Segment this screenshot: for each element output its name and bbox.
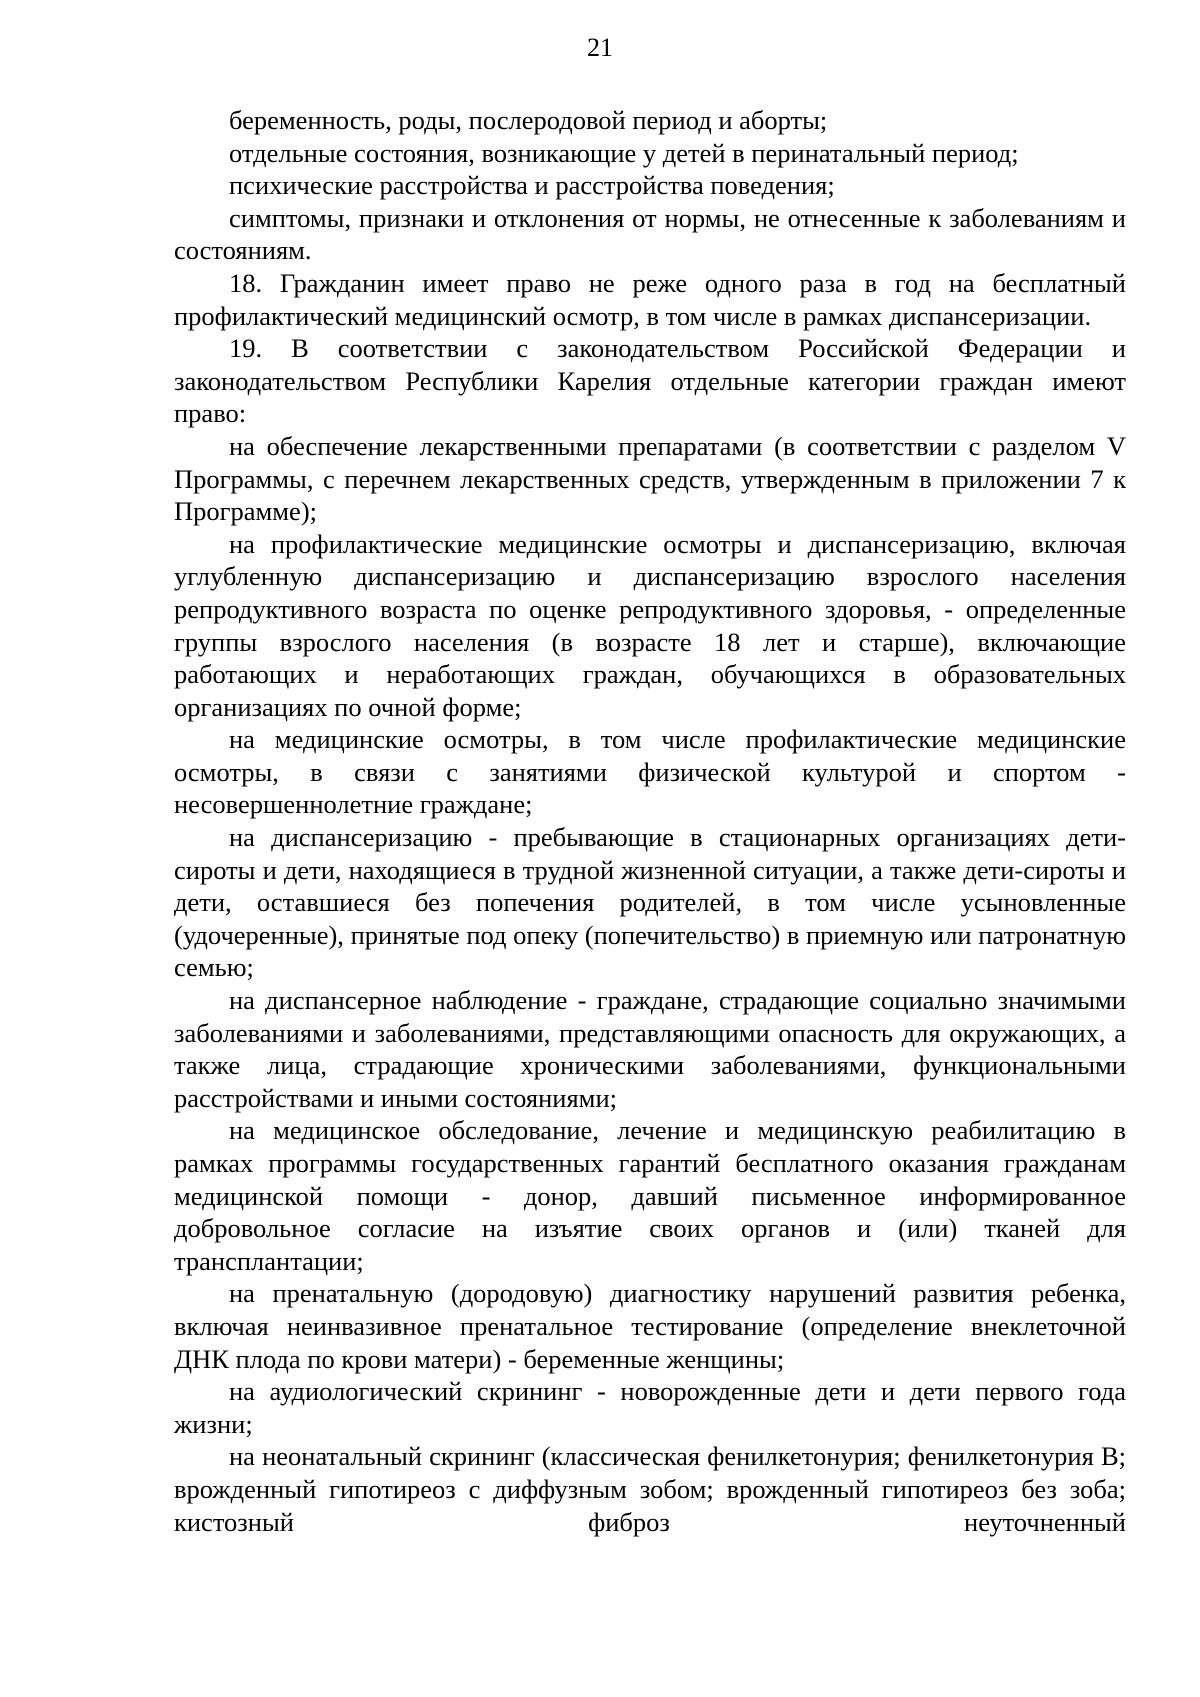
paragraph: на аудиологический скрининг - новорожденные дети и дети первого года жизни;: [174, 1376, 1126, 1439]
paragraph: отдельные состояния, возникающие у детей в перинатальный период;: [229, 137, 1019, 168]
document-body: [174, 104, 1126, 1538]
paragraph: на медицинские осмотры, в том числе профилактические медицинские осмотры, в связи с занятиями физической культурой и спортом - несовершеннолетние граждане;: [174, 724, 1126, 820]
paragraph: на пренатальную (дородовую) диагностику нарушений развития ребенка, включая неинвазивное пренатальное тестирование (определение внеклеточной ДНК плода по крови матери) - беременные женщины;: [174, 1278, 1126, 1374]
paragraph: симптомы, признаки и отклонения от нормы, не отнесенные к заболеваниям и состояниям.: [174, 202, 1126, 266]
paragraph: на обеспечение лекарственными препаратами (в соответствии с разделом V Программы, с перечнем лекарственных средств, утвержденным в приложении 7 к Программе);: [174, 430, 1126, 527]
paragraph: на диспансеризацию - пребывающие в стационарных организациях дети-сироты и дети, находящиеся в трудной жизненной ситуации, а также дети-сироты и дети, оставшиеся без попечения родителей, в том числе усыновленные (удочеренные), принятые под опеку (попечительство) в приемную или патронатную семью;: [174, 822, 1126, 983]
paragraph: 18. Гражданин имеет право не реже одного раза в год на бесплатный профилактический медицинский осмотр, в том числе в рамках диспансеризации.: [174, 267, 1126, 331]
paragraph: 19. В соответствии с законодательством Российской Федерации и законодательством Республики Карелия отдельные категории граждан имеют право:: [174, 333, 1126, 429]
paragraph: на диспансерное наблюдение - граждане, страдающие социально значимыми заболеваниями и заболеваниями, представляющими опасность для окружающих, а также лица, страдающие хроническими заболеваниями, функциональными расстройствами и иными состояниями;: [174, 985, 1126, 1113]
paragraph: на медицинское обследование, лечение и медицинскую реабилитацию в рамках программы государственных гарантий бесплатного оказания гражданам медицинской помощи - донор, давший письменное информированное добровольное согласие на изъятие своих органов и (или) тканей для трансплантации;: [174, 1115, 1126, 1276]
paragraph: беременность, роды, послеродовой период и аборты;: [229, 105, 828, 135]
paragraph: психические расстройства и расстройства поведения;: [229, 170, 835, 201]
paragraph: на профилактические медицинские осмотры и диспансеризацию, включая углубленную диспансеризацию и диспансеризацию взрослого населения репродуктивного возраста по оценке репродуктивного здоровья, - определенные группы взрослого населения (в возрасте 18 лет и старше), включающие работающих и неработающих граждан, обучающихся в образовательных организациях по очной форме;: [174, 528, 1126, 722]
paragraph: на неонатальный скрининг (классическая фенилкетонурия; фенилкетонурия B; врожденный гипотиреоз с диффузным зобом; врожденный гипотиреоз без зоба; кистозный фиброз неуточненный: [174, 1441, 1126, 1537]
page-number: 21: [587, 33, 613, 62]
